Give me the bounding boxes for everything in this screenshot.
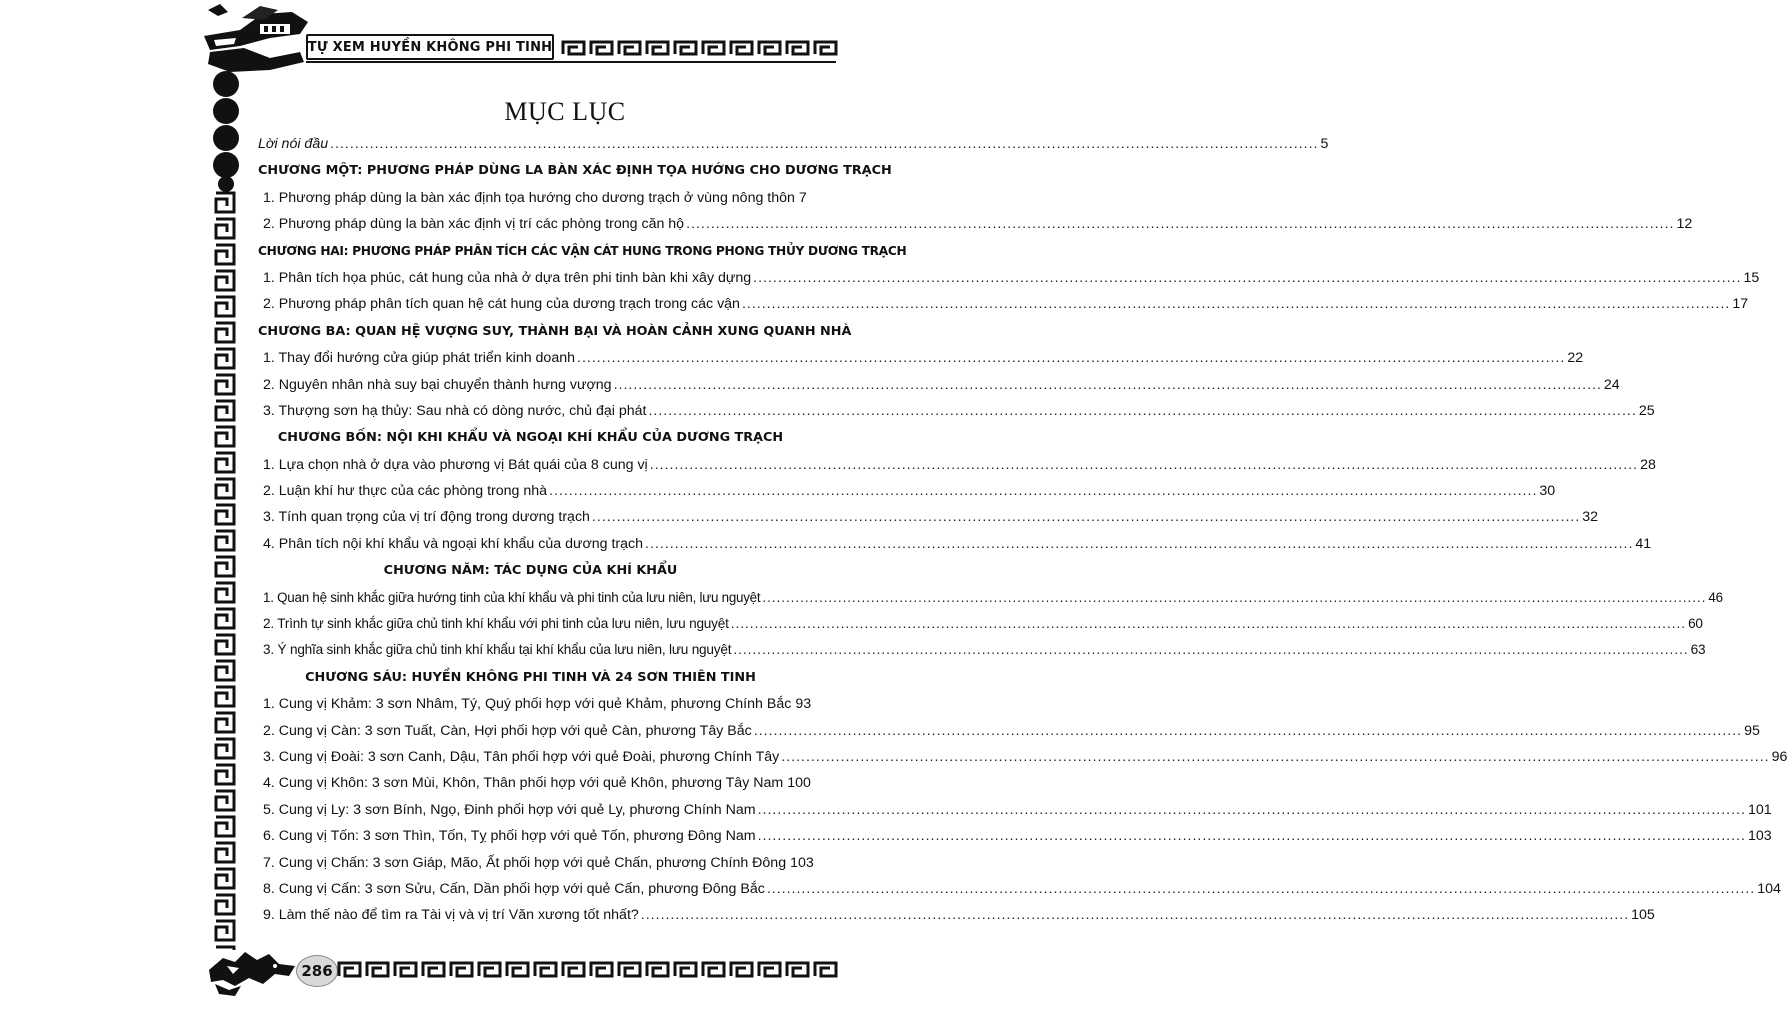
toc-entry[interactable]: 5. Cung vị Ly: 3 sơn Bính, Ngọ, Đinh phối hợp với quẻ Ly, phương Chính Nam ..... 101 xyxy=(258,797,803,823)
header-illustration xyxy=(200,0,315,78)
chapter-heading[interactable]: CHƯƠNG SÁU: HUYỀN KHÔNG PHI TINH VÀ 24 SƠN THIÊN TINH xyxy=(305,669,756,685)
page-number: 30 xyxy=(1539,483,1556,500)
page-number: 105 xyxy=(1631,907,1655,924)
toc-entry[interactable]: 3. Cung vị Đoài: 3 sơn Canh, Dậu, Tân phối hợp với quẻ Đoài, phương Chính Tây ..... 96 xyxy=(258,744,803,770)
header-rule xyxy=(306,61,836,63)
page-number: 100 xyxy=(787,775,811,792)
toc-entry[interactable]: 2. Luận khí hư thực của các phòng trong nhà ..... 30 xyxy=(258,478,803,504)
meander-border-top xyxy=(560,38,840,58)
toc-entry[interactable]: 3. Ý nghĩa sinh khắc giữa chủ tinh khí khẩu tại khí khẩu của lưu niên, lưu nguyệt ..... 63 xyxy=(258,637,803,663)
page-number: 46 xyxy=(1708,589,1723,605)
page-number: 63 xyxy=(1690,642,1706,658)
page-number: 32 xyxy=(1582,509,1599,526)
page-number: 96 xyxy=(1771,748,1787,765)
page-number: 101 xyxy=(1747,801,1772,818)
toc-entry[interactable]: 9. Làm thế nào để tìm ra Tài vị và vị trí Văn xương tốt nhất? ..... 105 xyxy=(258,902,803,928)
toc-title: MỤC LỤC xyxy=(504,97,626,126)
chapter-heading[interactable]: CHƯƠNG HAI: PHƯƠNG PHÁP PHÂN TÍCH CÁC VẬN CÁT HUNG TRONG PHONG THỦY DƯƠNG TRẠCH xyxy=(258,243,907,258)
page-number: 93 xyxy=(795,696,812,713)
chapter-heading[interactable]: CHƯƠNG NĂM: TÁC DỤNG CỦA KHÍ KHẨU xyxy=(383,563,678,579)
toc-entry[interactable]: 1. Cung vị Khảm: 3 sơn Nhâm, Tý, Quý phối hợp với quẻ Khảm, phương Chính Bắc 93 xyxy=(258,691,803,717)
toc-entry[interactable]: 4. Cung vị Khôn: 3 sơn Mùi, Khôn, Thân phối hợp với quẻ Khôn, phương Tây Nam 100 xyxy=(258,770,803,796)
page-number: 22 xyxy=(1567,350,1584,367)
toc-entry[interactable]: 1. Phương pháp dùng la bàn xác định tọa hướng cho dương trạch ở vùng nông thôn 7 xyxy=(258,185,803,211)
page-number: 24 xyxy=(1603,376,1620,393)
page-number: 95 xyxy=(1744,722,1760,739)
chapter-heading[interactable]: CHƯƠNG BA: QUAN HỆ VƯỢNG SUY, THÀNH BẠI VÀ HOÀN CẢNH XUNG QUANH NHÀ xyxy=(258,323,852,339)
table-of-contents xyxy=(258,131,1787,929)
toc-entry[interactable]: 2. Nguyên nhân nhà suy bại chuyển thành hưng vượng ..... 24 xyxy=(258,372,803,398)
page-number: 103 xyxy=(1747,828,1772,845)
book-title: TỰ XEM HUYỀN KHÔNG PHI TINH xyxy=(306,34,554,60)
page-number: 25 xyxy=(1638,402,1655,419)
toc-entry[interactable]: 2. Phương pháp dùng la bàn xác định vị trí các phòng trong căn hộ ..... 12 xyxy=(258,211,803,237)
toc-entry[interactable]: 3. Thượng sơn hạ thủy: Sau nhà có dòng nước, chủ đại phát ..... 25 xyxy=(258,398,803,424)
page-number: 12 xyxy=(1676,216,1693,233)
page-number: 28 xyxy=(1640,456,1656,473)
page-number: 17 xyxy=(1732,296,1749,313)
toc-entry[interactable]: 2. Cung vị Càn: 3 sơn Tuất, Càn, Hợi phối hợp với quẻ Càn, phương Tây Bắc ..... 95 xyxy=(258,718,803,744)
toc-entry[interactable]: 8. Cung vị Cấn: 3 sơn Sửu, Cấn, Dần phối hợp với quẻ Cấn, phương Đông Bắc ..... 104 xyxy=(258,876,803,902)
toc-entry[interactable]: 3. Tính quan trọng của vị trí động trong dương trạch ..... 32 xyxy=(258,504,803,530)
toc-entry[interactable]: 4. Phân tích nội khí khẩu và ngoại khí khẩu của dương trạch ..... 41 xyxy=(258,531,803,557)
toc-entry[interactable]: 1. Lựa chọn nhà ở dựa vào phương vị Bát quái của 8 cung vị ..... 28 xyxy=(258,452,803,478)
toc-entry[interactable]: 6. Cung vị Tốn: 3 sơn Thìn, Tốn, Tỵ phối hợp với quẻ Tốn, phương Đông Nam ..... 103 xyxy=(258,823,803,849)
meander-border-left xyxy=(212,190,238,950)
toc-entry[interactable]: 1. Thay đổi hướng cửa giúp phát triển kinh doanh ..... 22 xyxy=(258,345,803,371)
toc-intro-entry[interactable]: Lời nói đầu ..... 5 xyxy=(258,131,803,157)
page-number: 41 xyxy=(1635,535,1652,552)
page-number: 15 xyxy=(1743,269,1760,286)
page-number: 104 xyxy=(1757,880,1781,897)
footer-dragon-illustration xyxy=(205,940,300,1000)
chapter-heading[interactable]: CHƯƠNG BỐN: NỘI KHI KHẨU VÀ NGOẠI KHÍ KHẨU CỦA DƯƠNG TRẠCH xyxy=(277,430,784,446)
meander-border-bottom xyxy=(336,958,840,980)
page-number: 103 xyxy=(790,854,814,871)
page-number: 5 xyxy=(1320,136,1329,152)
vertical-seal-dots xyxy=(207,70,245,192)
page-number: 60 xyxy=(1688,616,1703,632)
toc-entry[interactable]: 1. Quan hệ sinh khắc giữa hướng tinh của khí khẩu và phi tinh của lưu niên, lưu nguyệt ..... 46 xyxy=(258,585,803,611)
toc-entry[interactable]: 2. Trình tự sinh khắc giữa chủ tinh khí khẩu với phi tinh của lưu niên, lưu nguyệt ..... 60 xyxy=(258,611,803,637)
toc-entry[interactable]: 2. Phương pháp phân tích quan hệ cát hung của dương trạch trong các vận ..... 17 xyxy=(258,291,803,317)
chapter-heading[interactable]: CHƯƠNG MỘT: PHƯƠNG PHÁP DÙNG LA BÀN XÁC ĐỊNH TỌA HƯỚNG CHO DƯƠNG TRẠCH xyxy=(258,163,892,179)
page-number-badge: 286 xyxy=(296,955,338,987)
toc-entry[interactable]: 7. Cung vị Chấn: 3 sơn Giáp, Mão, Ất phối hợp với quẻ Chấn, phương Chính Đông 103 xyxy=(258,850,803,876)
toc-entry[interactable]: 1. Phân tích họa phúc, cát hung của nhà ở dựa trên phi tinh bàn khi xây dựng ..... 15 xyxy=(258,265,803,291)
page-number: 7 xyxy=(798,189,807,206)
